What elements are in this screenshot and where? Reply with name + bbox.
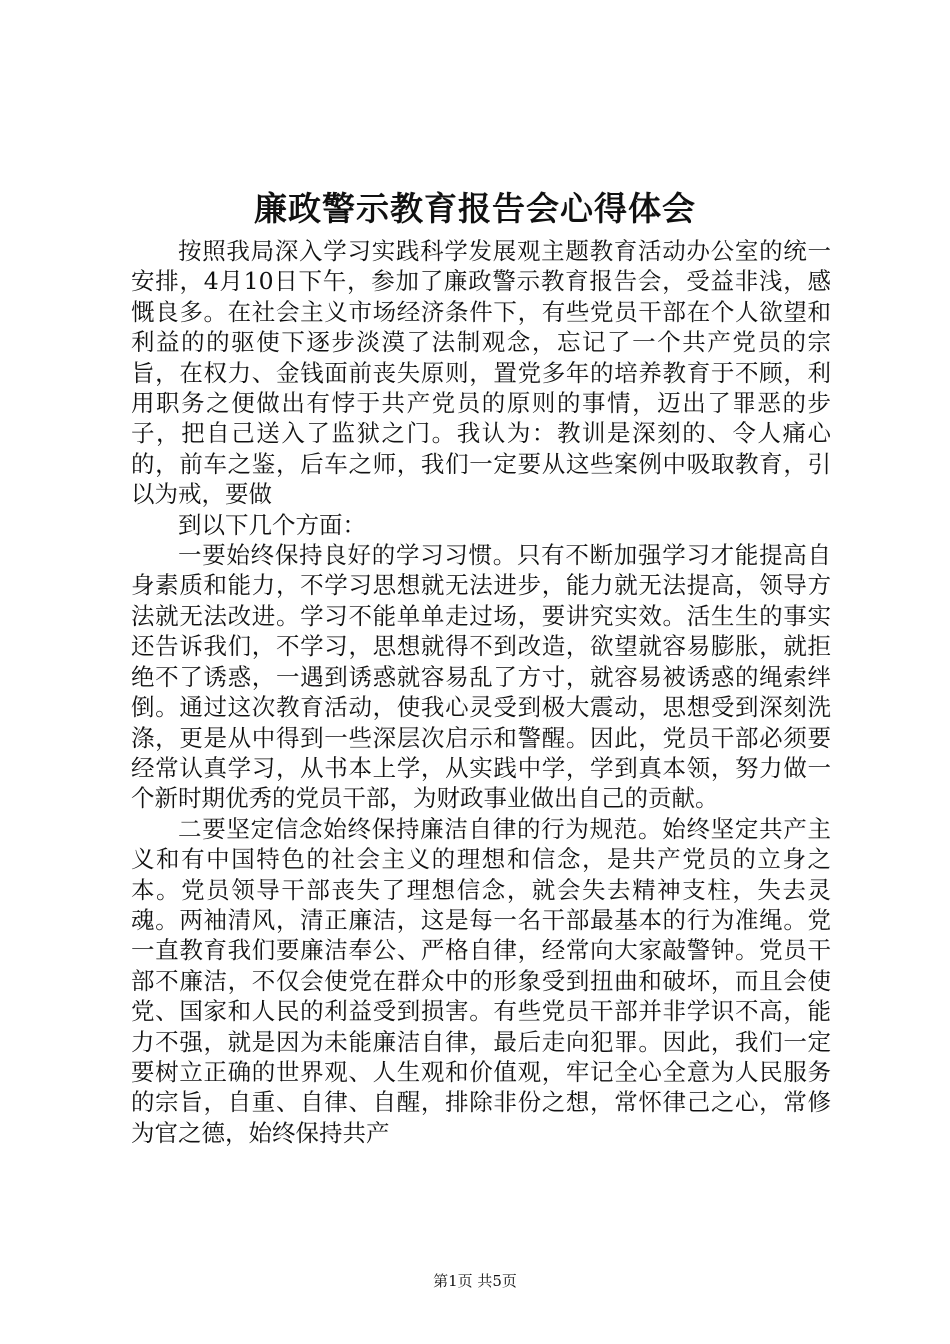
document-title: 廉政警示教育报告会心得体会: [254, 189, 696, 228]
paragraph-transition: 到以下几个方面：: [178, 510, 366, 539]
document-body: [131, 236, 831, 1148]
paragraph-point-one: 一要始终保持良好的学习习惯。只有不断加强学习才能提高自身素质和能力，不学习思想就无法进步，能力就无法提高，领导方法就无法改进。学习不能单单走过场，要讲究实效。活生生的事实还告诉我们，不学习，思想就得不到改造，欲望就容易膨胀，就拒绝不了诱惑，一遇到诱惑就容易乱了方寸，就容易被诱惑的绳索绊倒。通过这次教育活动，使我心灵受到极大震动，思想受到深刻洗涤，更是从中得到一些深层次启示和警醒。因此，党员干部必须要经常认真学习，从书本上学，从实践中学，学到真本领，努力做一个新时期优秀的党员干部，为财政事业做出自己的贡献。: [131, 541, 831, 813]
page-number-footer: 第1页 共5页: [433, 1272, 517, 1290]
paragraph-point-two: 二要坚定信念始终保持廉洁自律的行为规范。始终坚定共产主义和有中国特色的社会主义的理想和信念，是共产党员的立身之本。党员领导干部丧失了理想信念，就会失去精神支柱，失去灵魂。两袖清风，清正廉洁，这是每一名干部最基本的行为准绳。党一直教育我们要廉洁奉公、严格自律，经常向大家敲警钟。党员干部不廉洁，不仅会使党在群众中的形象受到扭曲和破坏，而且会使党、国家和人民的利益受到损害。有些党员干部并非学识不高，能力不强，就是因为未能廉洁自律，最后走向犯罪。因此，我们一定要树立正确的世界观、人生观和价值观，牢记全心全意为人民服务的宗旨，自重、自律、自醒，排除非份之想，常怀律己之心，常修为官之德，始终保持共产: [131, 814, 831, 1147]
paragraph-intro: 按照我局深入学习实践科学发展观主题教育活动办公室的统一安排，4月10日下午，参加了廉政警示教育报告会，受益非浅，感慨良多。在社会主义市场经济条件下，有些党员干部在个人欲望和利益的的驱使下逐步淡漠了法制观念，忘记了一个共产党员的宗旨，在权力、金钱面前丧失原则，置党多年的培养教育于不顾，利用职务之便做出有悖于共产党员的原则的事情，迈出了罪恶的步子，把自己送入了监狱之门。我认为：教训是深刻的、令人痛心的，前车之鉴，后车之师，我们一定要从这些案例中吸取教育，引以为戒，要做: [131, 237, 831, 509]
